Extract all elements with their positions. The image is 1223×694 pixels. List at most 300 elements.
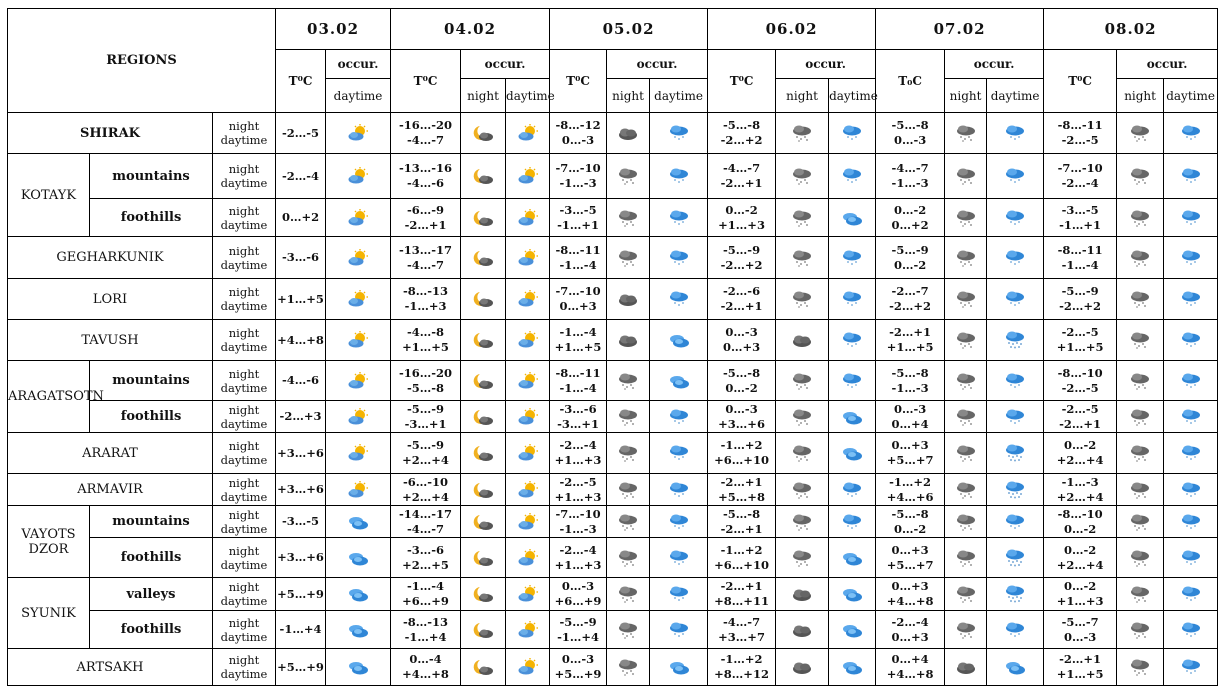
blue-cloud-icon [1004, 658, 1026, 676]
moon-cloud-icon [472, 408, 494, 426]
dark-cloud-snow-icon [1129, 621, 1151, 639]
daytime-icon-cell [1164, 474, 1218, 506]
day-temperature: -3…+1 [557, 416, 599, 431]
blue-cloud-icon [841, 549, 863, 567]
date-header: 06.02 [708, 9, 876, 50]
temperature-cell [550, 611, 607, 649]
blue-cloud-snow-icon [668, 621, 690, 639]
dark-cloud-snow-icon [1129, 549, 1151, 567]
day-temperature: -4…-7 [407, 133, 445, 147]
region-name [8, 320, 213, 361]
temperature-cell [1044, 401, 1117, 433]
night-temperature: 0…+4 [891, 652, 929, 666]
dark-cloud-snow-icon [1129, 408, 1151, 426]
day-temperature: 0…-2 [893, 521, 927, 536]
night-temperature: -16…-20 [399, 118, 453, 132]
night-icon-cell [945, 113, 987, 154]
sun-cloud-icon [517, 621, 539, 639]
subregion-label: foothills [120, 550, 182, 565]
night-label: night [228, 543, 260, 558]
weather-icon-cell [326, 113, 391, 154]
dark-cloud-snow-icon [791, 209, 813, 227]
day-temperature: -2…+2 [720, 133, 763, 147]
night-daytime-label [213, 474, 276, 506]
day-temperature: -2…-4 [1061, 176, 1099, 190]
blue-cloud-snow-icon [1004, 408, 1026, 426]
night-icon-cell [945, 611, 987, 649]
dark-cloud-snow-icon [1129, 167, 1151, 185]
day-temperature: -2…+1 [720, 176, 763, 190]
region-name [8, 506, 90, 578]
night-temperature: -3…-6 [559, 401, 597, 416]
blue-cloud-icon [347, 621, 369, 639]
blue-cloud-snow-icon [1004, 124, 1026, 142]
night-temperature: -2…-4 [559, 438, 597, 452]
temperature-cell [550, 279, 607, 320]
dark-cloud-icon [955, 658, 977, 676]
night-icon-cell [776, 199, 829, 237]
temperature-cell [550, 538, 607, 578]
moon-cloud-icon [472, 124, 494, 142]
sun-cloud-icon [517, 124, 539, 142]
day-temperature: 0…-3 [1063, 629, 1097, 644]
occur-header: occur. [945, 50, 1044, 79]
night-icon-cell [461, 320, 506, 361]
night-icon-cell [1117, 279, 1164, 320]
temperature-value: +1…+5 [277, 291, 324, 306]
daytime-header: daytime [650, 79, 708, 113]
night-daytime-label [213, 237, 276, 279]
temp-header: T⁰C [708, 50, 776, 113]
night-icon-cell [607, 538, 650, 578]
subregion-label: mountains [112, 514, 190, 529]
day-temperature: -1…-3 [559, 521, 597, 536]
temperature-value: 0…+2 [281, 210, 320, 224]
table-row [8, 401, 1218, 433]
daytime-label: daytime [220, 594, 268, 608]
night-icon-cell [1117, 401, 1164, 433]
sun-cloud-icon [347, 408, 369, 426]
daytime-icon-cell [650, 433, 708, 474]
dark-cloud-snow-icon [955, 331, 977, 349]
night-icon-cell [1117, 538, 1164, 578]
night-icon-cell [607, 649, 650, 686]
region-name [8, 649, 213, 686]
night-label: night [228, 402, 260, 417]
temperature-value: +5…+9 [277, 659, 324, 674]
sun-cloud-icon [517, 408, 539, 426]
daytime-icon-cell [987, 279, 1044, 320]
temperature-cell [391, 538, 461, 578]
night-temperature: -2…-6 [723, 284, 761, 298]
daytime-icon-cell [1164, 649, 1218, 686]
night-icon-cell [607, 113, 650, 154]
temperature-cell [708, 506, 776, 538]
temperature-cell [876, 361, 945, 401]
temperature-cell [391, 578, 461, 611]
daytime-icon-cell [1164, 279, 1218, 320]
region-name [8, 279, 213, 320]
temperature-cell [550, 474, 607, 506]
night-icon-cell [461, 474, 506, 506]
temperature-cell [708, 538, 776, 578]
night-temperature: -14…-17 [399, 506, 453, 521]
dark-cloud-snow-icon [617, 481, 639, 499]
region-label: ARAGATSOTN [8, 389, 104, 404]
daytime-icon-cell [650, 361, 708, 401]
table-row [8, 433, 1218, 474]
blue-cloud-snow-icon [668, 408, 690, 426]
dark-cloud-snow-icon [1129, 513, 1151, 531]
blue-cloud-snow-icon [1180, 549, 1202, 567]
dark-cloud-icon [617, 124, 639, 142]
daytime-icon-cell [829, 474, 876, 506]
temperature-cell [876, 433, 945, 474]
day-temperature: +6…+9 [402, 594, 449, 608]
day-temperature: +6…+10 [714, 453, 769, 467]
blue-cloud-snow-icon [1180, 513, 1202, 531]
day-temperature: -4…-7 [407, 521, 445, 536]
dark-cloud-snow-icon [617, 621, 639, 639]
daytime-icon-cell [506, 611, 550, 649]
sun-cloud-icon [517, 249, 539, 267]
daytime-icon-cell [506, 320, 550, 361]
temperature-cell [276, 538, 326, 578]
weather-icon-cell [326, 320, 391, 361]
temperature-cell [391, 237, 461, 279]
day-temperature: +4…+8 [886, 667, 934, 681]
table-row [8, 611, 1218, 649]
weather-icon-cell [326, 199, 391, 237]
sun-cloud-icon [347, 290, 369, 308]
dark-cloud-snow-icon [955, 167, 977, 185]
night-temperature: 0…-3 [561, 652, 595, 666]
night-icon-cell [776, 578, 829, 611]
daytime-icon-cell [1164, 538, 1218, 578]
blue-cloud-heavy-snow-icon [1004, 549, 1026, 567]
dark-cloud-snow-icon [617, 513, 639, 531]
subregion-name [90, 154, 213, 199]
day-temperature: -1…-3 [891, 380, 929, 395]
moon-cloud-icon [472, 585, 494, 603]
night-icon-cell [945, 578, 987, 611]
night-temperature: -2…-5 [1061, 401, 1099, 416]
region-label: LORI [92, 291, 128, 307]
moon-cloud-icon [472, 549, 494, 567]
daytime-icon-cell [987, 361, 1044, 401]
temperature-cell [876, 401, 945, 433]
temperature-cell [876, 113, 945, 154]
night-icon-cell [1117, 361, 1164, 401]
blue-cloud-snow-icon [668, 549, 690, 567]
temperature-cell [876, 279, 945, 320]
sun-cloud-icon [517, 209, 539, 227]
night-temperature: -2…-4 [559, 542, 597, 557]
night-temperature: -3…-5 [1061, 202, 1099, 217]
day-temperature: -1…+1 [557, 217, 599, 232]
moon-cloud-icon [472, 331, 494, 349]
temperature-cell [708, 474, 776, 506]
blue-cloud-snow-icon [1004, 209, 1026, 227]
region-label: ARMAVIR [77, 482, 143, 497]
night-temperature: -1…+2 [720, 542, 763, 557]
night-icon-cell [776, 506, 829, 538]
night-daytime-label [213, 320, 276, 361]
night-temperature: 0…-2 [1063, 542, 1097, 557]
region-name [8, 578, 90, 649]
day-temperature: +2…+4 [1056, 453, 1104, 467]
temperature-value: +3…+6 [277, 482, 324, 496]
daytime-icon-cell [829, 506, 876, 538]
night-icon-cell [776, 401, 829, 433]
daytime-label: daytime [220, 453, 268, 467]
night-icon-cell [945, 433, 987, 474]
night-icon-cell [945, 506, 987, 538]
table-row [8, 199, 1218, 237]
daytime-label: daytime [220, 380, 268, 395]
subregion-label: foothills [120, 622, 182, 637]
night-icon-cell [607, 237, 650, 279]
daytime-icon-cell [506, 474, 550, 506]
night-temperature: -8…-11 [1057, 118, 1103, 132]
night-temperature: 0…+3 [891, 542, 929, 557]
night-temperature: -7…-10 [555, 506, 601, 521]
moon-cloud-icon [472, 658, 494, 676]
night-temperature: 0…-2 [893, 202, 927, 217]
temperature-cell [708, 361, 776, 401]
blue-cloud-icon [841, 209, 863, 227]
blue-cloud-icon [668, 372, 690, 390]
night-icon-cell [776, 320, 829, 361]
day-temperature: -2…-5 [1061, 380, 1099, 395]
night-temperature: -2…-5 [1061, 325, 1099, 339]
dark-cloud-icon [617, 290, 639, 308]
night-icon-cell [607, 578, 650, 611]
blue-cloud-snow-icon [1180, 585, 1202, 603]
table-row [8, 237, 1218, 279]
temperature-cell [550, 237, 607, 279]
night-temperature: -8…-13 [403, 284, 449, 298]
night-temperature: -8…-10 [1057, 506, 1103, 521]
weather-icon-cell [326, 154, 391, 199]
weather-icon-cell [326, 237, 391, 279]
blue-cloud-snow-icon [668, 209, 690, 227]
daytime-icon-cell [987, 199, 1044, 237]
night-icon-cell [776, 649, 829, 686]
night-icon-cell [1117, 199, 1164, 237]
daytime-icon-cell [987, 578, 1044, 611]
table-row [8, 320, 1218, 361]
night-icon-cell [607, 320, 650, 361]
dark-cloud-snow-icon [1129, 372, 1151, 390]
daytime-icon-cell [829, 611, 876, 649]
night-icon-cell [607, 154, 650, 199]
night-label: night [228, 162, 260, 176]
temperature-cell [1044, 538, 1117, 578]
temperature-cell [276, 578, 326, 611]
blue-cloud-snow-icon [668, 124, 690, 142]
day-temperature: -1…+3 [404, 299, 447, 313]
night-temperature: -2…-7 [891, 284, 929, 298]
temperature-cell [1044, 361, 1117, 401]
temperature-cell [876, 649, 945, 686]
blue-cloud-heavy-snow-icon [1004, 444, 1026, 462]
temperature-cell [876, 237, 945, 279]
day-temperature: +1…+3 [554, 453, 602, 467]
night-icon-cell [1117, 113, 1164, 154]
day-temperature: +1…+5 [886, 340, 934, 354]
sun-cloud-icon [347, 124, 369, 142]
blue-cloud-icon [347, 549, 369, 567]
night-temperature: 0…+3 [891, 579, 929, 593]
night-temperature: -8…-12 [555, 118, 601, 132]
occur-header: occur. [461, 50, 550, 79]
dark-cloud-snow-icon [617, 658, 639, 676]
day-temperature: 0…-3 [893, 133, 927, 147]
daytime-icon-cell [650, 506, 708, 538]
night-temperature: -2…-5 [559, 474, 597, 489]
daytime-label: daytime [220, 340, 268, 354]
night-temperature: -5…-9 [891, 242, 929, 257]
day-temperature: -2…+1 [720, 521, 763, 536]
region-name [8, 113, 213, 154]
daytime-header: daytime [1164, 79, 1218, 113]
night-icon-cell [461, 279, 506, 320]
temperature-cell [276, 611, 326, 649]
daytime-icon-cell [829, 433, 876, 474]
night-temperature: -6…-10 [403, 474, 449, 489]
night-icon-cell [607, 433, 650, 474]
sun-cloud-icon [347, 444, 369, 462]
night-icon-cell [1117, 506, 1164, 538]
night-icon-cell [945, 538, 987, 578]
day-temperature: +1…+3 [718, 217, 765, 232]
weather-icon-cell [326, 611, 391, 649]
temperature-cell [876, 578, 945, 611]
day-temperature: +4…+6 [886, 489, 934, 504]
night-icon-cell [1117, 433, 1164, 474]
blue-cloud-snow-icon [1180, 167, 1202, 185]
blue-cloud-heavy-snow-icon [1004, 585, 1026, 603]
weather-icon-cell [326, 401, 391, 433]
temperature-cell [391, 279, 461, 320]
night-temperature: -1…-3 [1061, 474, 1099, 489]
day-temperature: -2…+2 [720, 257, 763, 272]
night-temperature: -4…-7 [723, 161, 761, 175]
blue-cloud-snow-icon [1180, 372, 1202, 390]
daytime-icon-cell [987, 433, 1044, 474]
temperature-cell [276, 401, 326, 433]
temperature-value: -4…-6 [281, 373, 320, 387]
day-temperature: +3…+6 [718, 416, 765, 431]
dark-cloud-snow-icon [617, 444, 639, 462]
dark-cloud-snow-icon [955, 481, 977, 499]
blue-cloud-icon [347, 513, 369, 531]
day-temperature: -1…+4 [557, 629, 599, 644]
day-temperature: +6…+9 [554, 594, 602, 608]
night-daytime-label [213, 279, 276, 320]
daytime-icon-cell [987, 474, 1044, 506]
subregion-name [90, 578, 213, 611]
subregion-label: foothills [120, 409, 182, 424]
blue-cloud-snow-icon [841, 372, 863, 390]
weather-icon-cell [326, 279, 391, 320]
night-header: night [945, 79, 987, 113]
temperature-value: -3…-5 [281, 514, 320, 528]
daytime-icon-cell [506, 433, 550, 474]
dark-cloud-icon [617, 331, 639, 349]
day-temperature: -1…-4 [559, 380, 597, 395]
temperature-cell [708, 433, 776, 474]
temperature-value: +3…+6 [277, 550, 324, 564]
temperature-cell [276, 113, 326, 154]
night-header: night [461, 79, 506, 113]
night-temperature: 0…+3 [891, 438, 929, 452]
blue-cloud-icon [841, 658, 863, 676]
forecast-table [7, 8, 1218, 686]
temperature-cell [550, 199, 607, 237]
blue-cloud-snow-icon [1180, 290, 1202, 308]
day-temperature: -2…+2 [1059, 299, 1102, 313]
day-temperature: -2…+2 [889, 299, 932, 313]
region-label: ARTSAKH [76, 659, 144, 675]
daytime-icon-cell [829, 199, 876, 237]
daytime-icon-cell [1164, 320, 1218, 361]
night-temperature: -5…-8 [891, 365, 929, 380]
daytime-icon-cell [1164, 154, 1218, 199]
night-icon-cell [1117, 154, 1164, 199]
blue-cloud-snow-icon [668, 513, 690, 531]
dark-cloud-snow-icon [1129, 331, 1151, 349]
night-daytime-label [213, 199, 276, 237]
weather-icon-cell [326, 433, 391, 474]
blue-cloud-icon [841, 585, 863, 603]
temp-header: T⁰C [1044, 50, 1117, 113]
day-temperature: 0…+3 [722, 340, 761, 354]
daytime-icon-cell [650, 154, 708, 199]
daytime-icon-cell [829, 649, 876, 686]
daytime-label: daytime [220, 489, 268, 504]
night-label: night [228, 507, 260, 522]
night-daytime-label [213, 401, 276, 433]
day-temperature: -1…-4 [559, 257, 597, 272]
dark-cloud-snow-icon [617, 372, 639, 390]
weather-icon-cell [326, 538, 391, 578]
night-icon-cell [776, 361, 829, 401]
sun-cloud-icon [347, 481, 369, 499]
day-temperature: 0…-2 [725, 380, 758, 395]
dark-cloud-snow-icon [955, 372, 977, 390]
weather-icon-cell [326, 578, 391, 611]
night-label: night [228, 285, 260, 299]
daytime-label: daytime [220, 299, 268, 313]
night-icon-cell [945, 401, 987, 433]
night-icon-cell [461, 649, 506, 686]
temperature-value: +5…+9 [277, 586, 324, 601]
blue-cloud-snow-icon [841, 167, 863, 185]
weather-icon-cell [326, 361, 391, 401]
daytime-icon-cell [650, 611, 708, 649]
daytime-label: daytime [220, 217, 268, 232]
temperature-cell [1044, 199, 1117, 237]
temperature-cell [391, 506, 461, 538]
temperature-cell [1044, 279, 1117, 320]
temperature-cell [276, 154, 326, 199]
night-icon-cell [461, 611, 506, 649]
day-temperature: -3…+1 [404, 416, 447, 431]
table-row [8, 538, 1218, 578]
night-icon-cell [945, 279, 987, 320]
